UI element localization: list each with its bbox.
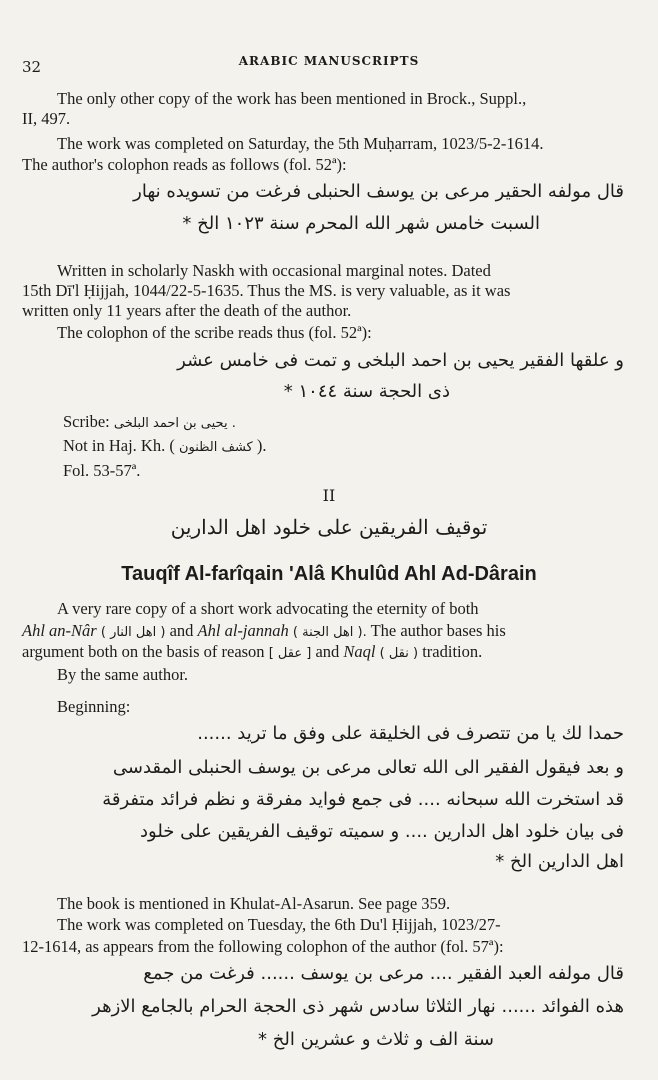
arabic-colophon-line: سنة الف و ثلاث و عشرين الخ * bbox=[258, 1029, 494, 1050]
text-fragment: The author bases his bbox=[370, 621, 506, 640]
folio-line: Fol. 53-57ª. bbox=[63, 461, 141, 480]
arabic-beginning-line: و بعد فيقول الفقير الى الله تعالى مرعى بن يوسف الحنبلى المقدسى bbox=[112, 757, 624, 778]
not-in-line bbox=[63, 437, 267, 457]
arabic-term: ( اهل الجنة ). bbox=[292, 625, 367, 640]
arabic-beginning-line: فى بيان خلود اهل الدارين .... و سميته توقيف الفريقين على خلود bbox=[140, 821, 624, 842]
arabic-colophon-line: قال مولفه الحقير مرعى بن يوسف الحنبلى فرغت من تسويده نهار bbox=[133, 181, 624, 202]
conjunction: and bbox=[315, 642, 340, 661]
paragraph-line: By the same author. bbox=[57, 665, 189, 684]
arabic-term: ( نقل ) bbox=[379, 646, 419, 661]
arabic-term: [ عقل ] bbox=[268, 646, 312, 661]
arabic-colophon-line: هذه الفوائد ...... نهار الثلاثا سادس شهر ذى الحجة الحرام بالجامع الازهر bbox=[92, 996, 624, 1017]
not-in-label: Not in Haj. Kh. ( bbox=[63, 436, 175, 455]
paragraph-line: 15th Dī'l Ḥijjah, 1044/22-5-1635. Thus the MS. is very valuable, as it was bbox=[22, 281, 511, 300]
not-in-end: ). bbox=[256, 436, 267, 455]
term-ahl-an-nar: Ahl an-Nâr bbox=[22, 621, 97, 640]
arabic-scribe-line: و علقها الفقير يحيى بن احمد البلخى و تمت فى خامس عشر bbox=[177, 350, 624, 371]
text-fragment: argument both on the basis of reason bbox=[22, 642, 265, 661]
paragraph-line bbox=[22, 622, 506, 642]
scribe-line bbox=[63, 413, 236, 433]
arabic-colophon-line: قال مولفه العبد الفقير .... مرعى بن يوسف ...... فرغت من جمع bbox=[143, 963, 624, 984]
term-naql: Naql bbox=[343, 642, 376, 661]
not-in-arabic: كشف الظنون bbox=[178, 440, 253, 455]
arabic-beginning-line: قد استخرت الله سبحانه .... فى جمع فوايد مفرقة و نظم فرائد متفرقة bbox=[102, 789, 624, 810]
text-fragment: tradition. bbox=[422, 642, 483, 661]
paragraph-line: The only other copy of the work has been mentioned in Brock., Suppl., bbox=[57, 89, 527, 108]
paragraph-line: The colophon of the scribe reads thus (fol. 52ª): bbox=[57, 323, 372, 342]
paragraph-line: The book is mentioned in Khulat-Al-Asarun. See page 359. bbox=[57, 894, 451, 913]
page-number: 32 bbox=[22, 58, 42, 76]
paragraph-line: The work was completed on Saturday, the 5th Muḥarram, 1023/5-2-1614. bbox=[57, 134, 544, 153]
paragraph-line: Written in scholarly Naskh with occasional marginal notes. Dated bbox=[57, 261, 491, 280]
scribe-label: Scribe: bbox=[63, 412, 110, 431]
paragraph-line: 12-1614, as appears from the following colophon of the author (fol. 57ª): bbox=[22, 937, 504, 956]
arabic-scribe-line: ذى الحجة سنة ١٠٤٤ * bbox=[283, 381, 450, 402]
arabic-term: ( اهل النار ) bbox=[100, 625, 166, 640]
paragraph-line: written only 11 years after the death of the author. bbox=[22, 301, 352, 320]
running-title: ARABIC MANUSCRIPTS bbox=[238, 54, 420, 68]
scribe-name-arabic: يحيى بن احمد البلخى . bbox=[113, 416, 236, 431]
conjunction: and bbox=[169, 621, 194, 640]
section-numeral: II bbox=[322, 486, 336, 505]
paragraph-line: A very rare copy of a short work advocating the eternity of both bbox=[57, 599, 479, 618]
arabic-beginning-line: حمدا لك يا من تتصرف فى الخليقة على وفق ما تريد ...... bbox=[197, 723, 624, 744]
paragraph-line: The author's colophon reads as follows (fol. 52ª): bbox=[22, 155, 347, 174]
paragraph-line: II, 497. bbox=[22, 109, 71, 128]
arabic-beginning-line: اهل الدارين الخ * bbox=[495, 851, 624, 872]
paragraph-line: Beginning: bbox=[57, 697, 131, 716]
paragraph-line bbox=[22, 643, 482, 663]
english-title: Tauqîf Al-farîqain 'Alâ Khulûd Ahl Ad-Dârain bbox=[121, 563, 537, 585]
paragraph-line: The work was completed on Tuesday, the 6th Du'l Ḥijjah, 1023/27- bbox=[57, 915, 501, 934]
term-ahl-al-jannah: Ahl al-jannah bbox=[197, 621, 289, 640]
arabic-colophon-line: السبت خامس شهر الله المحرم سنة ١٠٢٣ الخ * bbox=[182, 213, 540, 234]
arabic-title: توقيف الفريقين على خلود اهل الدارين bbox=[170, 515, 488, 539]
